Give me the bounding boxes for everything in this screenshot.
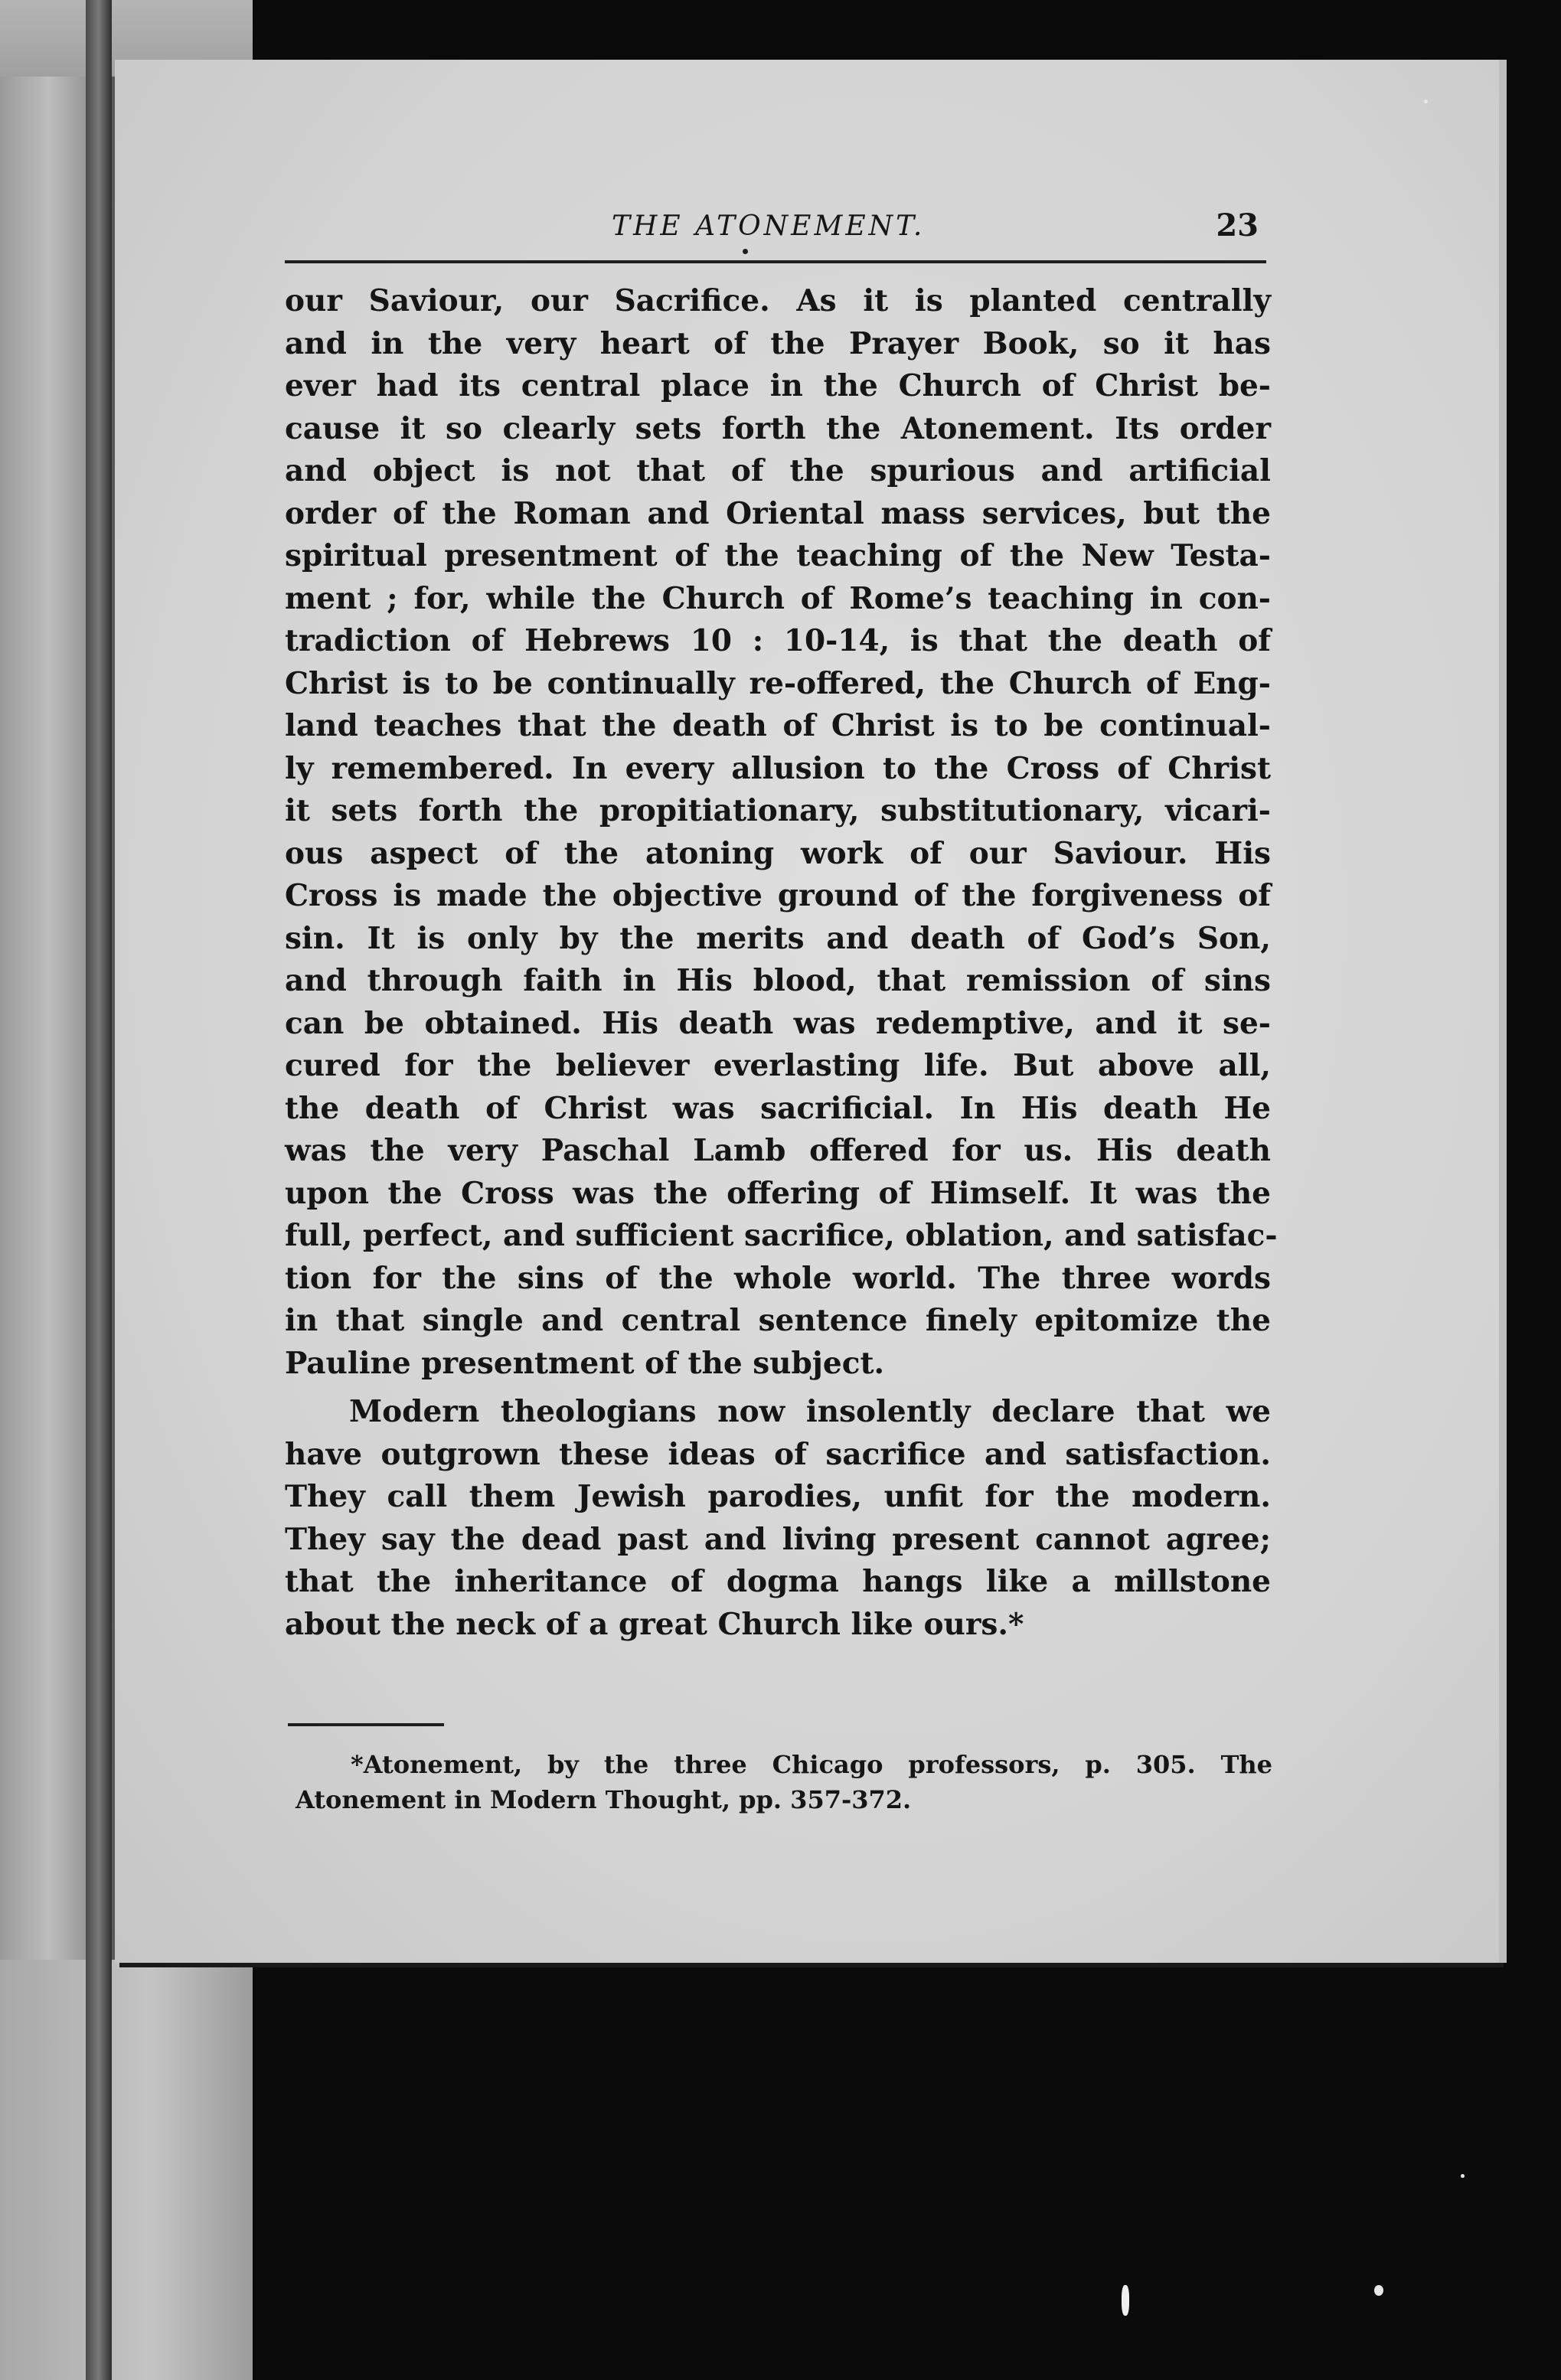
scan-speck (1424, 100, 1428, 103)
text-line: cause it so clearly sets forth the Atonement. Its order (285, 410, 1271, 446)
text-line: have outgrown these ideas of sacrifice and satisfaction. (285, 1436, 1271, 1472)
facing-page-bottom (0, 1960, 253, 2380)
text-line: about the neck of a great Church like ours.* (285, 1606, 1024, 1642)
text-line: and object is not that of the spurious and artificial (285, 453, 1271, 488)
footnote (296, 1747, 1272, 1817)
text-line: Christ is to be continually re-offered, the Church of Eng- (285, 665, 1271, 701)
header-rule (285, 260, 1266, 263)
text-line: it sets forth the propitiationary, substitutionary, vicari- (285, 793, 1271, 828)
footnote-line: Atonement in Modern Thought, pp. 357-372. (296, 1785, 912, 1814)
text-line: tion for the sins of the whole world. The three words (285, 1260, 1271, 1296)
text-line: spiritual presentment of the teaching of the New Testa- (285, 538, 1271, 573)
paragraph-1 (285, 280, 1278, 1385)
text-line: upon the Cross was the offering of Himself. It was the (285, 1175, 1271, 1211)
text-line: was the very Paschal Lamb offered for us. His death (285, 1133, 1271, 1168)
text-line: land teaches that the death of Christ is to be continual- (285, 708, 1271, 743)
text-line: order of the Roman and Oriental mass services, but the (285, 495, 1271, 531)
running-head: THE ATONEMENT. (612, 211, 926, 242)
text-line: full, perfect, and sufficient sacrifice, oblation, and satisfac- (285, 1218, 1278, 1253)
page-edge (1499, 60, 1507, 1963)
text-line: They call them Jewish parodies, unfit for the modern. (285, 1479, 1271, 1514)
text-line: Cross is made the objective ground of the forgiveness of (285, 878, 1271, 913)
scan-speck (1374, 2285, 1383, 2296)
paragraph-gap (285, 1385, 1271, 1391)
text-line: our Saviour, our Sacrifice. As it is planted centrally (285, 283, 1271, 318)
text-line: Modern theologians now insolently declare that we (349, 1394, 1271, 1429)
text-line: ment ; for, while the Church of Rome’s teaching in con- (285, 580, 1271, 616)
scan-speck (1122, 2285, 1129, 2316)
text-line: and in the very heart of the Prayer Book, so it has (285, 325, 1271, 361)
text-line: tradiction of Hebrews 10 : 10-14, is that the death of (285, 623, 1271, 658)
text-line: ly remembered. In every allusion to the Cross of Christ (285, 750, 1271, 786)
text-line: sin. It is only by the merits and death of God’s Son, (285, 920, 1271, 956)
text-line: and through faith in His blood, that remission of sins (285, 963, 1271, 998)
text-line: They say the dead past and living present cannot agree; (285, 1521, 1271, 1557)
text-line: ever had its central place in the Church of Christ be- (285, 368, 1271, 403)
text-line: Pauline presentment of the subject. (285, 1345, 885, 1381)
page-header (285, 207, 1266, 260)
text-line: the death of Christ was sacrificial. In His death He (285, 1090, 1271, 1126)
text-line: ous aspect of the atoning work of our Saviour. His (285, 835, 1271, 871)
text-line: that the inheritance of dogma hangs like a millstone (285, 1564, 1271, 1599)
paragraph-2 (285, 1391, 1271, 1646)
body-text (285, 280, 1278, 1646)
scan-speck (1461, 2174, 1465, 2178)
footnote-rule (288, 1723, 444, 1726)
text-line: in that single and central sentence finely epitomize the (285, 1303, 1271, 1338)
text-line: cured for the believer everlasting life. But above all, (285, 1048, 1271, 1083)
binding-edge (86, 0, 112, 2380)
footnote-line: *Atonement, by the three Chicago professors, p. 305. The (351, 1750, 1272, 1779)
text-line: can be obtained. His death was redemptive, and it se- (285, 1005, 1271, 1041)
header-ornament (743, 249, 748, 254)
page-number: 23 (1216, 207, 1259, 243)
